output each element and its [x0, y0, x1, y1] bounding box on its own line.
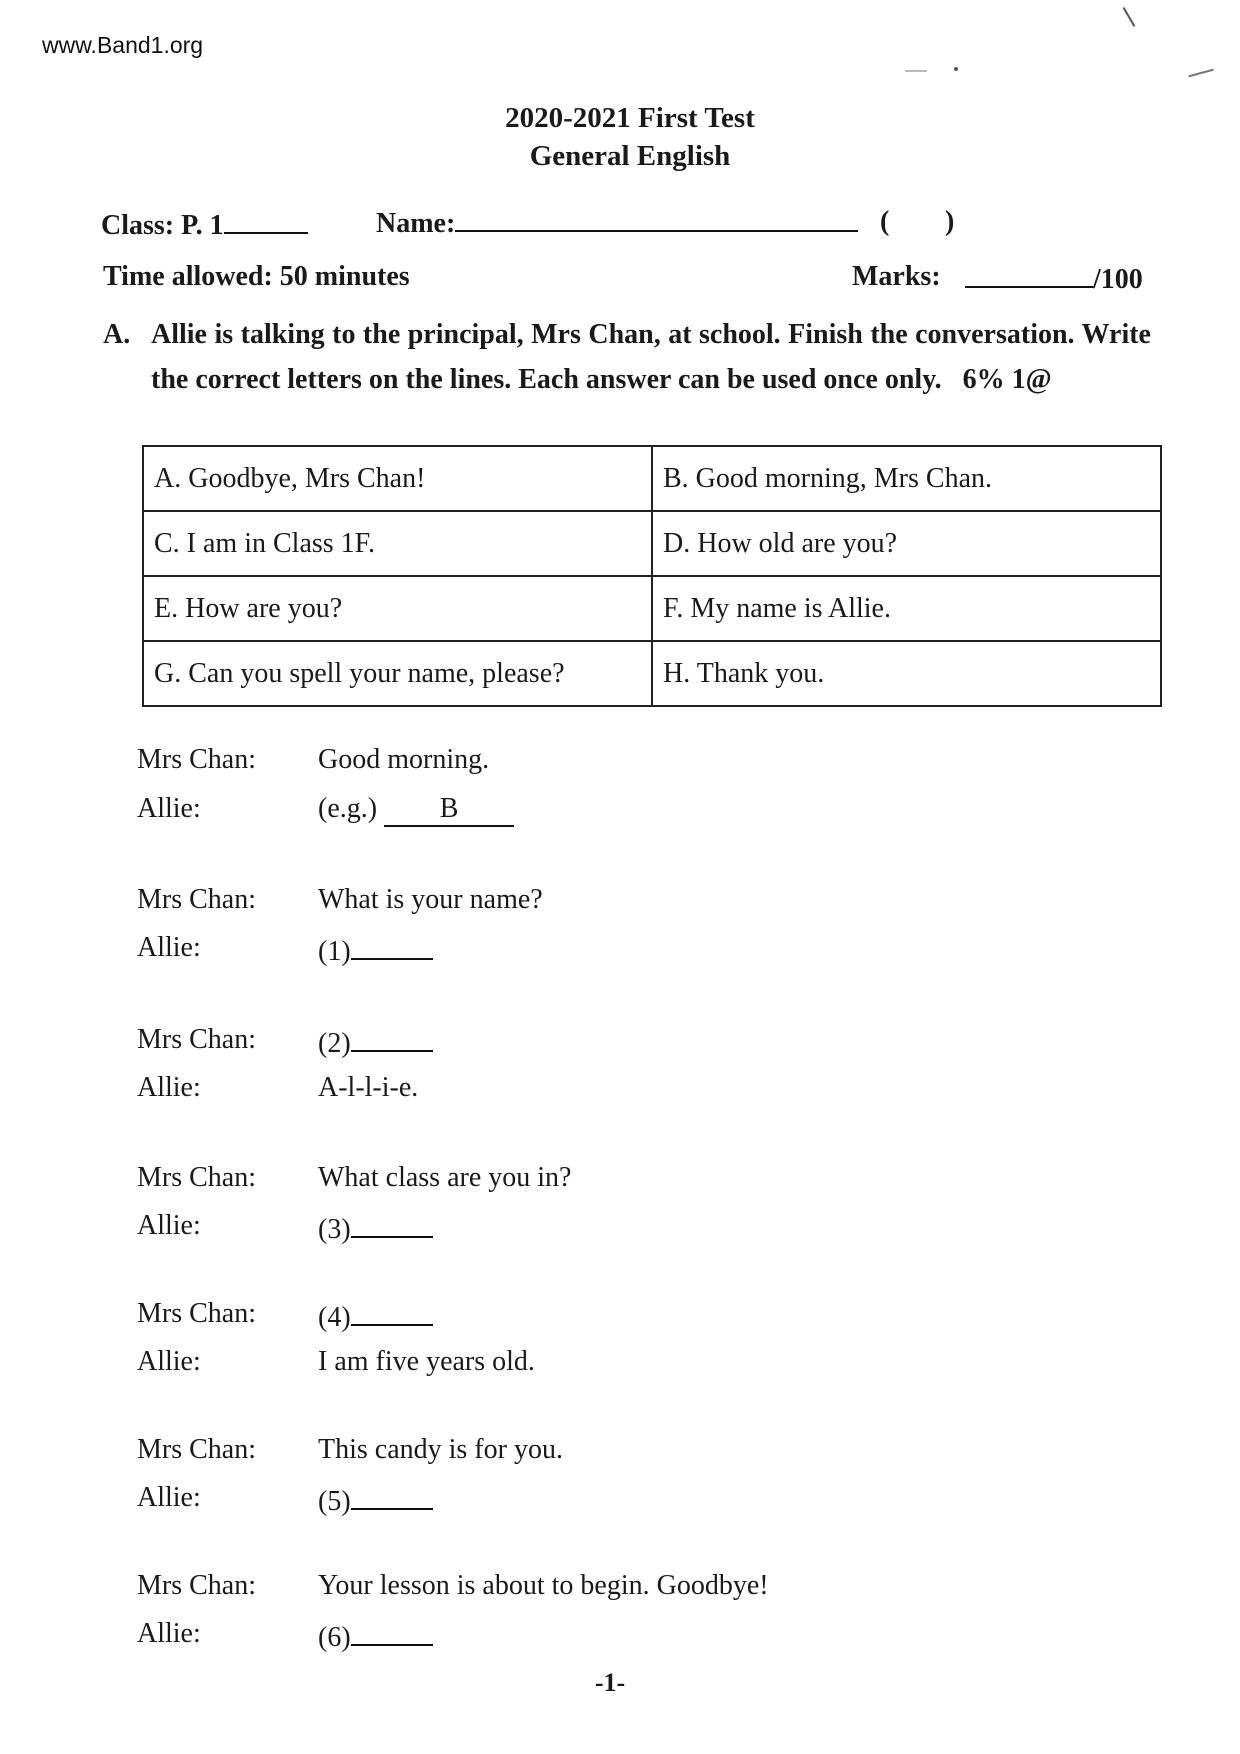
score-note: 6% 1@: [962, 364, 1052, 395]
class-label: Class: P. 1: [101, 210, 224, 241]
option-cell: D. How old are you?: [652, 511, 1161, 576]
name-field: [376, 206, 858, 240]
question-number: (2): [318, 1028, 351, 1059]
question-number: (5): [318, 1486, 351, 1517]
question-number: (4): [318, 1302, 351, 1333]
option-cell: B. Good morning, Mrs Chan.: [652, 446, 1161, 511]
marks-blank[interactable]: [965, 262, 1093, 288]
answer-field: [318, 1298, 433, 1334]
answer-field: [318, 1024, 433, 1060]
page-number: -1-: [594, 1668, 626, 1697]
dialogue-speaker: Allie:: [137, 1072, 201, 1103]
marks-total: /100: [1093, 264, 1143, 295]
name-blank[interactable]: [455, 206, 858, 232]
test-title: 2020-2021 First Test: [505, 102, 755, 134]
question-number: (6): [318, 1622, 351, 1653]
dialogue-speaker: Allie:: [137, 1210, 201, 1241]
scan-mark: [1123, 7, 1136, 27]
example-answer: [318, 793, 514, 827]
dialogue-line: This candy is for you.: [318, 1434, 563, 1465]
table-row: [143, 511, 1161, 576]
dialogue-speaker: Mrs Chan:: [137, 1298, 256, 1329]
dialogue-speaker: Mrs Chan:: [137, 1570, 256, 1601]
dialogue-speaker: Allie:: [137, 1346, 201, 1377]
answer-blank[interactable]: [351, 1482, 433, 1510]
answer-field: [318, 1210, 433, 1246]
dialogue-speaker: Mrs Chan:: [137, 884, 256, 915]
example-blank: B: [384, 793, 514, 827]
marks-field: [965, 262, 1143, 296]
answer-field: [318, 1482, 433, 1518]
class-field: [101, 208, 308, 242]
table-row: [143, 446, 1161, 511]
section-a-instruction: [103, 312, 1151, 402]
answer-blank[interactable]: [351, 932, 433, 960]
dialogue-speaker: Allie:: [137, 1482, 201, 1513]
question-number: (1): [318, 936, 351, 967]
dialogue-speaker: Mrs Chan:: [137, 1434, 256, 1465]
example-prefix: (e.g.): [318, 793, 378, 824]
dialogue-speaker: Allie:: [137, 1618, 201, 1649]
dialogue-speaker: Mrs Chan:: [137, 1162, 256, 1193]
option-cell: A. Goodbye, Mrs Chan!: [143, 446, 652, 511]
name-label: Name:: [376, 208, 456, 239]
dialogue-speaker: Allie:: [137, 793, 201, 824]
time-allowed: Time allowed: 50 minutes: [103, 261, 410, 292]
dialogue-line: What class are you in?: [318, 1162, 572, 1193]
answer-options-table: [142, 445, 1162, 707]
instruction-body: [151, 312, 1151, 402]
section-letter: A.: [103, 319, 131, 350]
question-number: (3): [318, 1214, 351, 1245]
subject-title: General English: [529, 140, 731, 172]
dialogue-speaker: Mrs Chan:: [137, 1024, 256, 1055]
marks-label: Marks:: [852, 261, 941, 292]
option-cell: F. My name is Allie.: [652, 576, 1161, 641]
option-cell: G. Can you spell your name, please?: [143, 641, 652, 706]
number-paren-close: ): [945, 206, 955, 237]
answer-blank[interactable]: [351, 1210, 433, 1238]
option-cell: C. I am in Class 1F.: [143, 511, 652, 576]
dialogue-line: A-l-l-i-e.: [318, 1072, 419, 1103]
answer-field: [318, 932, 433, 968]
dialogue-speaker: Mrs Chan:: [137, 744, 256, 775]
instruction-text: Allie is talking to the principal, Mrs Chan, at school. Finish the conversation. Write the correct letters on the lines. Each answer can be used once only.: [151, 319, 1151, 395]
table-row: [143, 576, 1161, 641]
option-cell: E. How are you?: [143, 576, 652, 641]
answer-blank[interactable]: [351, 1024, 433, 1052]
option-cell: H. Thank you.: [652, 641, 1161, 706]
dialogue-line: Good morning.: [318, 744, 490, 775]
table-row: [143, 641, 1161, 706]
answer-field: [318, 1618, 433, 1654]
dialogue-line: What is your name?: [318, 884, 543, 915]
answer-blank[interactable]: [351, 1618, 433, 1646]
scan-mark: [1188, 69, 1214, 78]
dialogue-line: Your lesson is about to begin. Goodbye!: [318, 1570, 769, 1601]
dialogue-speaker: Allie:: [137, 932, 201, 963]
scan-mark: [905, 70, 927, 72]
dialogue-line: I am five years old.: [318, 1346, 535, 1377]
scan-mark: [954, 67, 958, 71]
number-paren-open: (: [880, 206, 890, 237]
class-blank[interactable]: [224, 208, 308, 234]
answer-blank[interactable]: [351, 1298, 433, 1326]
site-url: www.Band1.org: [42, 32, 204, 58]
